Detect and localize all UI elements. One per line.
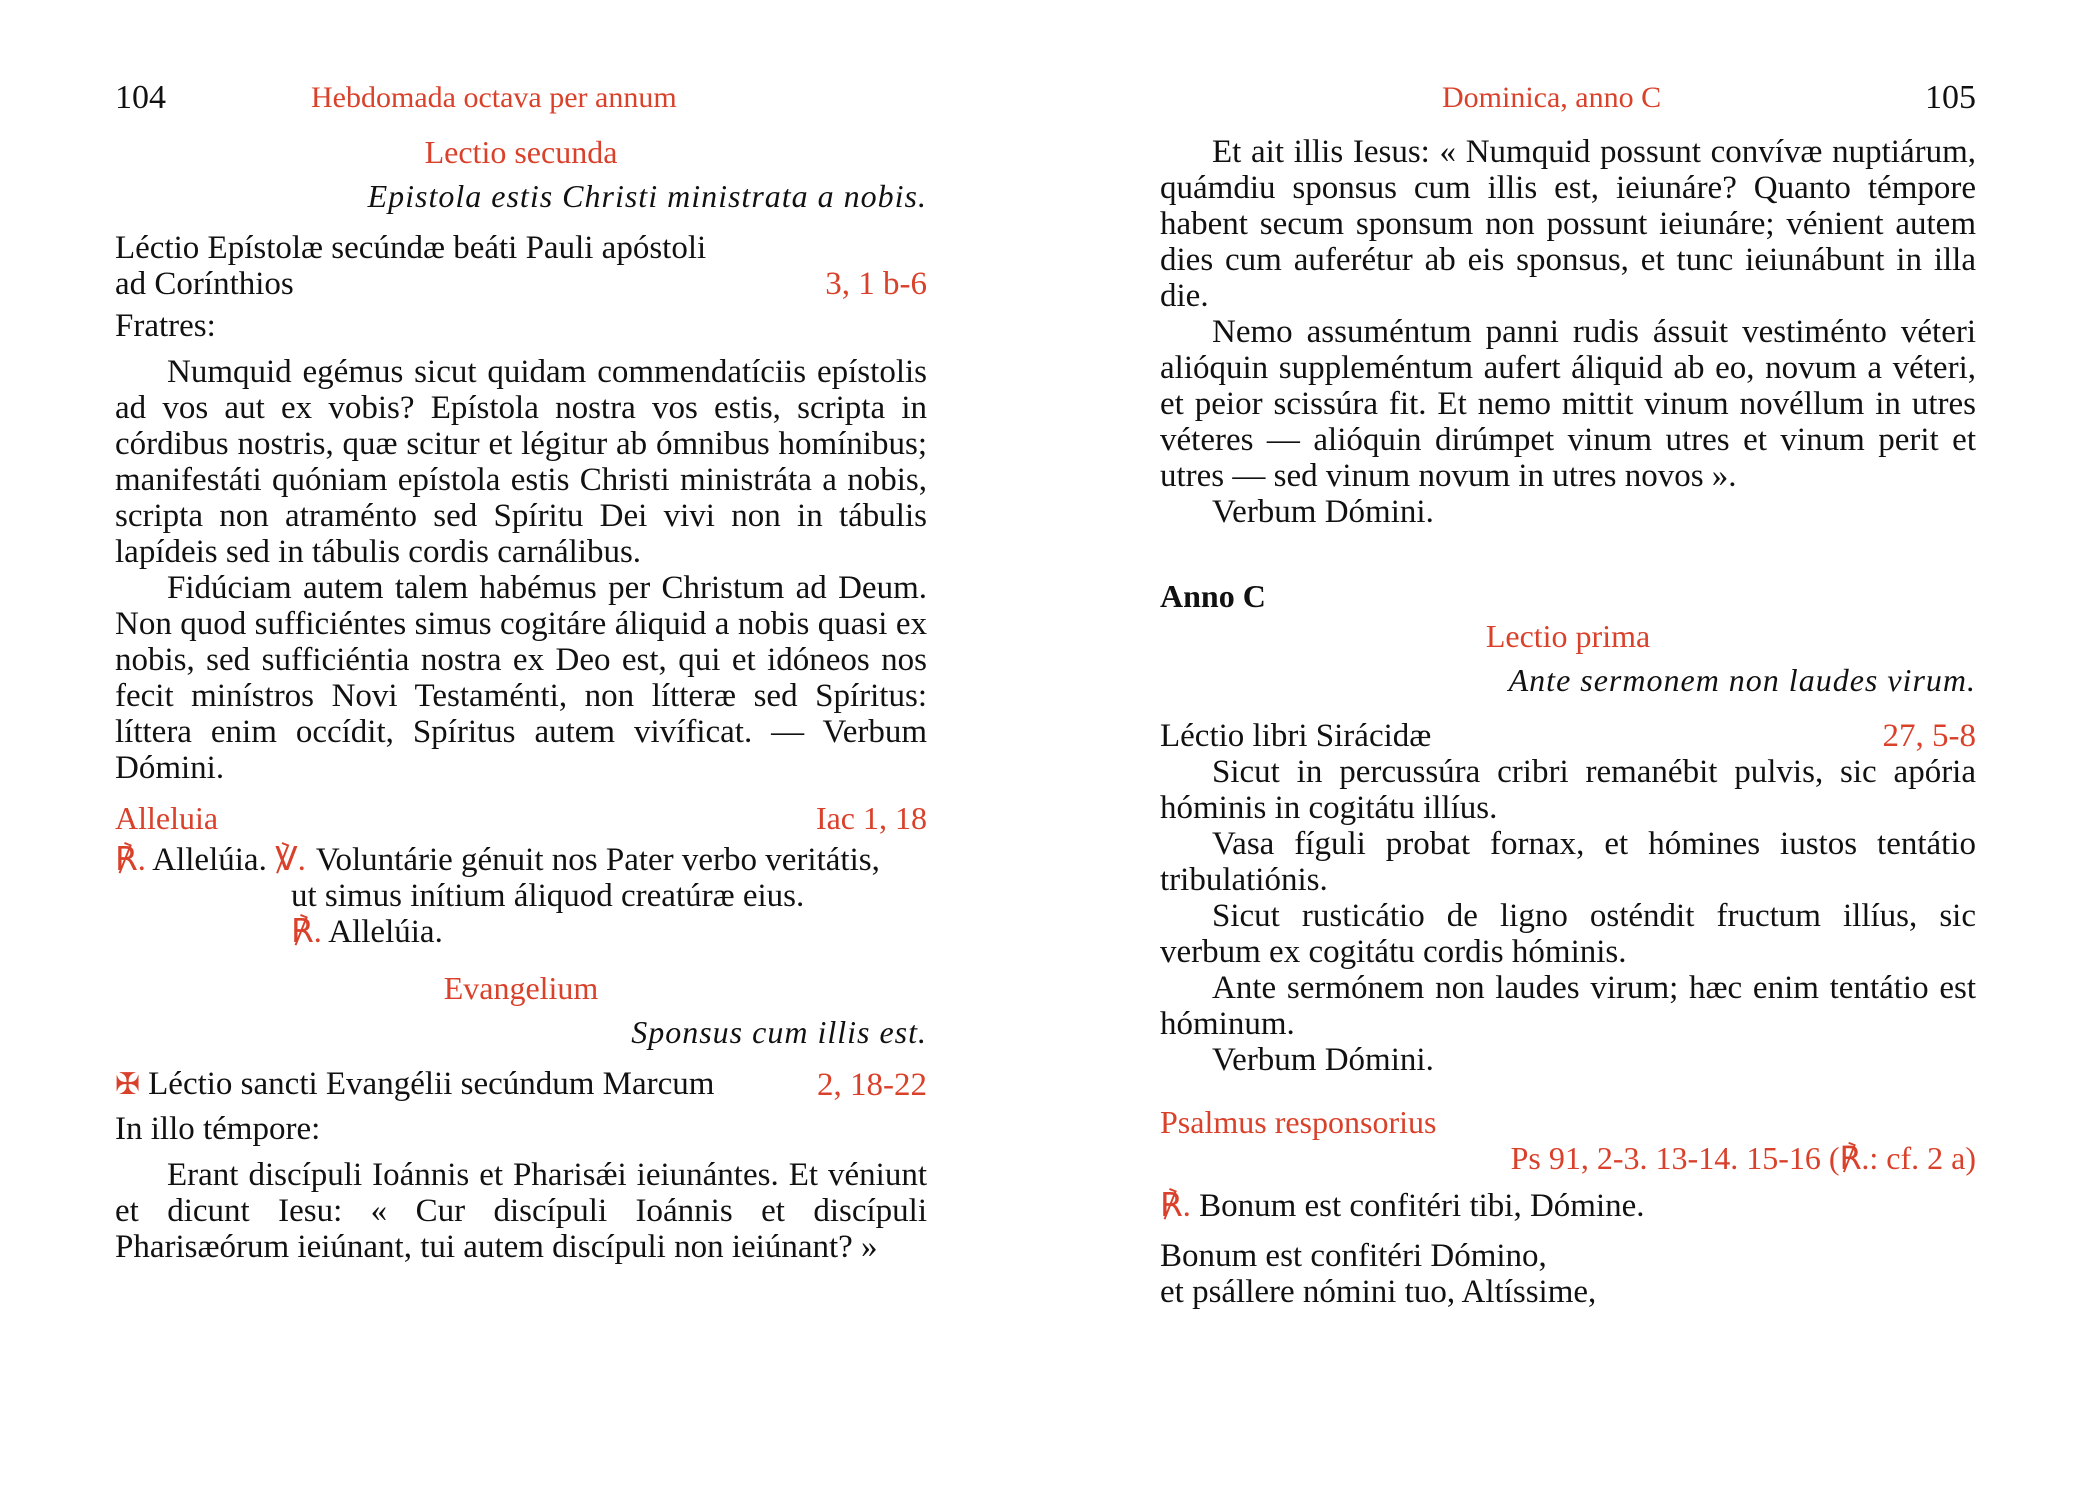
reading-heading-cont: ad Corínthios xyxy=(115,266,294,302)
running-title: Hebdomada octava per annum xyxy=(311,81,677,114)
cross-icon: ✠ xyxy=(115,1068,141,1101)
alleluia-title: Alleluia xyxy=(115,800,219,836)
response-symbol: ℟. xyxy=(115,842,146,878)
psalm-reference-text: : cf. 2 a) xyxy=(1869,1140,1976,1176)
gospel-heading: Léctio sancti Evangélii secúndum Marcum xyxy=(148,1066,715,1102)
gospel-opening: In illo témpore: xyxy=(115,1111,321,1147)
response-symbol: ℟. xyxy=(1839,1140,1870,1176)
response-text: Allelúia. xyxy=(152,842,267,878)
gospel-heading-line xyxy=(115,1066,927,1103)
response-text: Allelúia. xyxy=(328,914,443,950)
psalm-reference xyxy=(1160,1140,1976,1176)
page-number: 105 xyxy=(1925,79,1976,116)
psalm-verse-line: Bonum est confitéri Dómino, xyxy=(1160,1238,1547,1274)
reading-paragraph: Fidúciam autem talem habémus per Christum ad Deum. Non quod sufficiéntes simus cogitáre áliquid a nobis quasi ex nobis, sed sufficiéntia nostra ex Deo est, qui et idóneos nos fecit minístros Novi Testaménti, non lítteræ sed Spíritus: líttera enim occídit, Spíritus autem vivíficat. — Verbum Dómini. xyxy=(115,570,927,786)
gospel-paragraph: Nemo assuméntum panni rudis ássuit vestiménto véteri alióquin suppleméntum aufert áliquid ab eo, novum a véteri, et peior scissúra fit. Et nemo mittit vinum novéllum in utres véteres — alióquin dirúmpet vinum utres et vinum perit et utres — sed vinum novum in utres novos ». xyxy=(1160,314,1976,494)
reading-verse: Vasa fíguli probat fornax, et hómines iustos tentátio tribulatiónis. xyxy=(1160,826,1976,898)
running-title: Dominica, anno C xyxy=(1442,81,1662,114)
section-title-lectio-secunda: Lectio secunda xyxy=(424,134,618,170)
reading-subtitle: Ante sermonem non laudes virum. xyxy=(1508,662,1976,698)
reading-reference: 27, 5-8 xyxy=(1882,718,1976,754)
versicle-text-cont: ut simus inítium áliquod creatúræ eius. xyxy=(291,878,805,914)
psalm-reference-text: Ps 91, 2-3. 13-14. 15-16 ( xyxy=(1510,1140,1840,1176)
running-header xyxy=(1160,80,1976,120)
response-text: Bonum est confitéri tibi, Dómine. xyxy=(1199,1188,1645,1224)
reading-verse: Sicut in percussúra cribri remanébit pulvis, sic apória hóminis in cogitátu illíus. xyxy=(1160,754,1976,826)
psalm-response xyxy=(1160,1188,1976,1224)
reading-opening: Fratres: xyxy=(115,308,216,344)
response-symbol: ℟. xyxy=(1160,1188,1191,1224)
alleluia-header xyxy=(115,800,927,836)
reading-verse: Sicut rusticátio de ligno osténdit fructum illíus, sic verbum ex cogitátu cordis hóminis. xyxy=(1160,898,1976,970)
reading-subtitle: Epistola estis Christi ministrata a nobis. xyxy=(367,178,927,214)
reading-heading: Léctio Epístolæ secúndæ beáti Pauli apóstoli xyxy=(115,230,707,266)
gospel-paragraph: Et ait illis Iesus: « Numquid possunt convívæ nuptiárum, quámdiu sponsus cum illis est, ieiunáre? Quanto témpore habent secum sponsum non possunt ieiunáre; vénient autem dies cum auferétur ab eis sponsus, et tunc ieiunábunt in illa die. xyxy=(1160,134,1976,314)
reading-paragraph: Numquid egémus sicut quidam commendatíciis epístolis ad vos aut ex vobis? Epístola nostra vos estis, scripta in córdibus nostris, quæ scitur et légitur ab ómnibus homínibus; manifestáti quóniam epístola estis Christi ministráta a nobis, scripta non atraménto sed Spíritu Dei vivi non in tábulis lapídeis sed in tábulis cordis carnálibus. xyxy=(115,354,927,570)
anno-heading: Anno C xyxy=(1160,578,1266,614)
running-header xyxy=(115,80,927,120)
versicle-symbol: ℣. xyxy=(275,842,306,878)
section-title-evangelium: Evangelium xyxy=(443,970,599,1006)
alleluia-response-end xyxy=(115,914,927,950)
versicle-text: Voluntárie génuit nos Pater verbo veritátis, xyxy=(315,842,880,878)
psalm-verse-line: et psállere nómini tuo, Altíssime, xyxy=(1160,1274,1597,1310)
response-symbol: ℟. xyxy=(291,914,322,950)
reading-heading-line xyxy=(1160,718,1976,754)
gospel-subtitle: Sponsus cum illis est. xyxy=(631,1014,927,1050)
reading-heading: Léctio libri Sirácidæ xyxy=(1160,718,1432,754)
gospel-closing: Verbum Dómini. xyxy=(1212,494,1434,530)
right-page xyxy=(1160,80,1976,1310)
alleluia-reference: Iac 1, 18 xyxy=(815,800,927,836)
page-number: 104 xyxy=(115,79,166,116)
gospel-paragraph: Erant discípuli Ioánnis et Pharisǽi ieiunántes. Et véniunt et dicunt Iesu: « Cur discípuli Ioánnis et discípuli Pharisæórum ieiúnant, tui autem discípuli non ieiúnant? » xyxy=(115,1157,927,1265)
reading-verse: Ante sermónem non laudes virum; hæc enim tentátio est hóminum. xyxy=(1160,970,1976,1042)
left-page xyxy=(115,80,927,1265)
alleluia-response xyxy=(115,842,927,878)
reading-closing: Verbum Dómini. xyxy=(1212,1042,1434,1078)
gospel-reference: 2, 18-22 xyxy=(817,1067,927,1103)
section-title-lectio-prima: Lectio prima xyxy=(1485,618,1651,654)
psalm-title: Psalmus responsorius xyxy=(1160,1104,1437,1140)
reading-heading-line xyxy=(115,266,927,302)
reading-reference: 3, 1 b-6 xyxy=(825,266,927,302)
